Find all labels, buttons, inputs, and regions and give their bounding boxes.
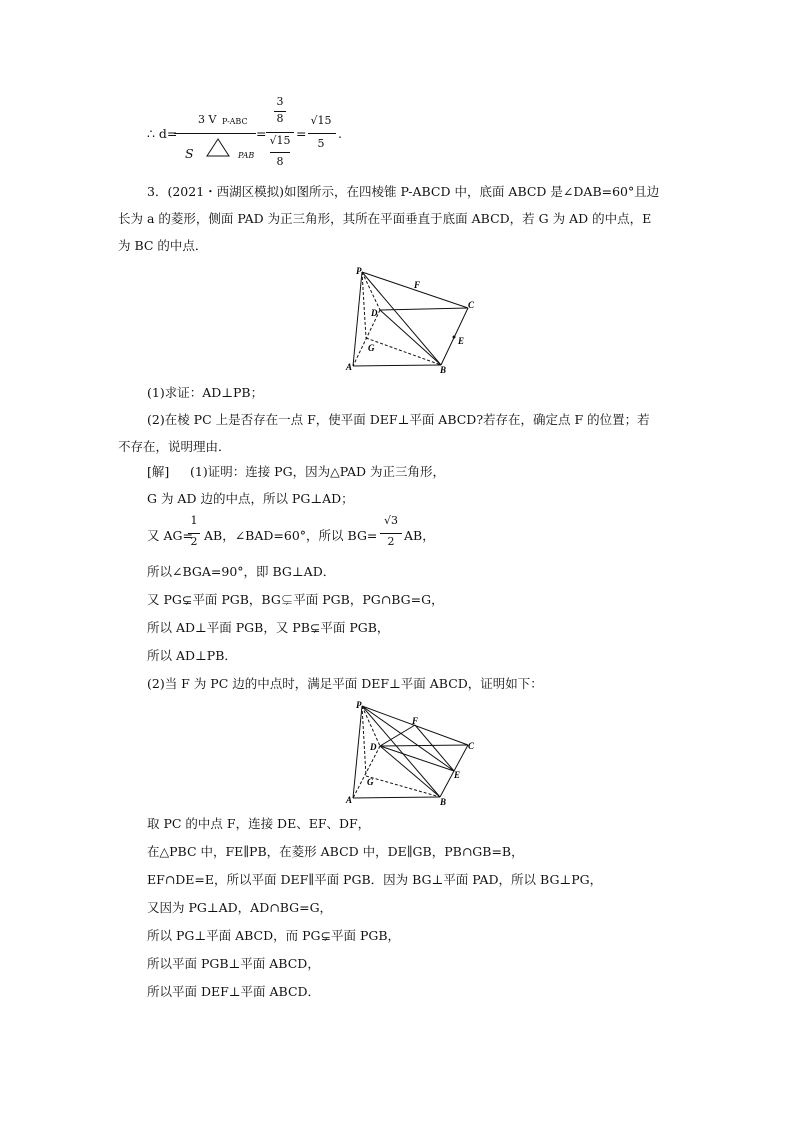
solution-line-8: (2)当 F 为 PC 边的中点时，满足平面 DEF⊥平面 ABCD，证明如下： <box>147 676 543 691</box>
solution-tag: [解] <box>147 464 170 479</box>
formula-den-left-sub: PAB <box>238 151 255 160</box>
formula-mid-den-top: √15 <box>269 134 291 147</box>
problem-line-3: 为 BC 的中点． <box>118 238 208 253</box>
label-E: E <box>458 336 465 346</box>
solution-line-3a: 又 AG= <box>147 528 193 543</box>
label-E-2: E <box>454 770 461 780</box>
label-C: C <box>468 300 475 310</box>
solution-line-13: 所以 PG⊥平面 ABCD，而 PG⊊平面 PGB， <box>147 928 401 943</box>
formula-end: . <box>338 126 342 141</box>
pyramid-figure-2 <box>340 698 480 810</box>
solution-line-10: 在△PBC 中，FE∥PB，在菱形 ABCD 中，DE∥GB，PB∩GB=B， <box>147 844 524 859</box>
formula-den-left-s: S <box>185 146 194 161</box>
solution-line-6: 所以 AD⊥平面 PGB，又 PB⊊平面 PGB， <box>147 620 390 635</box>
label-D-2: D <box>370 742 377 752</box>
solution-line-12: 又因为 PG⊥AD，AD∩BG=G， <box>147 900 333 915</box>
formula-mid-num-bot: 8 <box>276 112 284 125</box>
label-P: P <box>356 266 362 276</box>
solution-line-11: EF∩DE=E，所以平面 DEF∥平面 PGB．因为 BG⊥平面 PAD，所以 BG⊥PG， <box>147 872 603 887</box>
formula-num-left: 3 V <box>198 113 217 126</box>
label-G-2: G <box>367 777 374 787</box>
triangle-icon <box>206 138 230 158</box>
formula-prefix: ∴ d= <box>147 126 178 141</box>
solution-line-3b: AB，∠BAD=60°，所以 BG= <box>204 528 378 543</box>
solution-line-2: G 为 AD 边的中点，所以 PG⊥AD； <box>147 491 354 506</box>
frac2-den: 2 <box>387 535 395 548</box>
question-2-b: 不存在，说明理由． <box>118 439 231 454</box>
formula-right-den: 5 <box>317 137 325 150</box>
label-A-2: A <box>346 795 353 805</box>
label-F: F <box>414 280 421 290</box>
formula-eq1: = <box>256 126 267 141</box>
label-A: A <box>346 362 353 372</box>
label-B: B <box>440 365 447 374</box>
problem-line-2: 长为 a 的菱形，侧面 PAD 为正三角形，其所在平面垂直于底面 ABCD，若 G 为 AD 的中点，E <box>118 211 652 226</box>
label-P-2: P <box>356 700 362 710</box>
solution-line-9: 取 PC 的中点 F，连接 DE、EF、DF， <box>147 816 371 831</box>
solution-line-7: 所以 AD⊥PB． <box>147 648 237 663</box>
question-1: (1)求证：AD⊥PB； <box>147 385 264 400</box>
solution-line-3c: AB， <box>404 528 435 543</box>
solution-line-14: 所以平面 PGB⊥平面 ABCD， <box>147 956 320 971</box>
label-F-2: F <box>412 716 419 726</box>
question-2-a: (2)在棱 PC 上是否存在一点 F，使平面 DEF⊥平面 ABCD?若存在，确定点 F 的位置；若 <box>147 412 650 427</box>
label-C-2: C <box>468 741 475 751</box>
formula-eq2: = <box>296 126 307 141</box>
pyramid-figure-1 <box>340 262 480 374</box>
formula-right-num: √15 <box>310 114 332 127</box>
formula-frac-bar-1 <box>174 133 256 134</box>
formula-mid-den-bot: 8 <box>276 155 284 168</box>
label-B-2: B <box>440 797 447 807</box>
solution-line-5: 又 PG⊊平面 PGB，BG⊊平面 PGB，PG∩BG=G， <box>147 592 444 607</box>
problem-line-1: 3．(2021・西湖区模拟)如图所示，在四棱锥 P-ABCD 中，底面 ABCD 是∠DAB=60°且边 <box>147 184 660 199</box>
solution-line-1: (1)证明：连接 PG，因为△PAD 为正三角形， <box>190 464 445 479</box>
frac1-num: 1 <box>190 514 198 527</box>
frac2-num: √3 <box>383 514 398 527</box>
formula-num-left-sub: P-ABC <box>222 117 248 126</box>
formula-mid-num-top: 3 <box>276 95 284 108</box>
frac1-den: 2 <box>190 535 198 548</box>
formula-frac-bar-2 <box>266 132 294 133</box>
label-G: G <box>368 343 375 353</box>
solution-line-4: 所以∠BGA=90°，即 BG⊥AD． <box>147 564 336 579</box>
solution-line-15: 所以平面 DEF⊥平面 ABCD． <box>147 984 321 999</box>
label-D: D <box>371 308 378 318</box>
